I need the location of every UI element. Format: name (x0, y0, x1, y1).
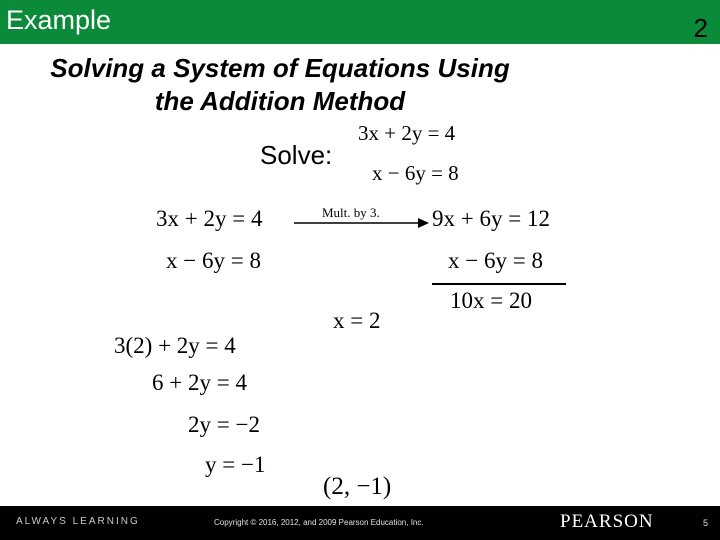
solution-pair: (2, −1) (323, 473, 392, 500)
system-eq-2: x − 6y = 8 (372, 161, 459, 185)
solve-label: Solve: (260, 140, 333, 170)
multiplied-eq-1: 9x + 6y = 12 (432, 206, 550, 231)
slide-title-line2: the Addition Method (154, 86, 406, 116)
sum-eq: 10x = 20 (450, 288, 532, 313)
page-number: 5 (703, 518, 709, 528)
arrow-label: Mult. by 3. (322, 205, 380, 220)
example-number: 2 (693, 13, 708, 43)
footer-tagline: ALWAYS LEARNING (16, 516, 140, 527)
substitution-eq-4: y = −1 (205, 452, 266, 477)
footer-copyright: Copyright © 2016, 2012, and 2009 Pearson Education, Inc. (214, 518, 424, 527)
header-title: Example (6, 5, 112, 35)
original-eq-1: 3x + 2y = 4 (156, 206, 263, 231)
substitution-eq-1: 3(2) + 2y = 4 (114, 333, 236, 358)
right-arrow-icon (294, 216, 429, 230)
slide-title-line1: Solving a System of Equations Using (50, 53, 510, 83)
system-eq-1: 3x + 2y = 4 (358, 121, 456, 145)
substitution-eq-2: 6 + 2y = 4 (152, 370, 247, 395)
original-eq-2: x − 6y = 8 (166, 248, 261, 273)
pearson-logo: PEARSON (560, 511, 654, 532)
addition-rule (432, 283, 566, 285)
x-result: x = 2 (333, 308, 381, 333)
substitution-eq-3: 2y = −2 (188, 412, 260, 437)
multiplied-eq-2: x − 6y = 8 (448, 248, 543, 273)
slide-title (0, 52, 560, 118)
